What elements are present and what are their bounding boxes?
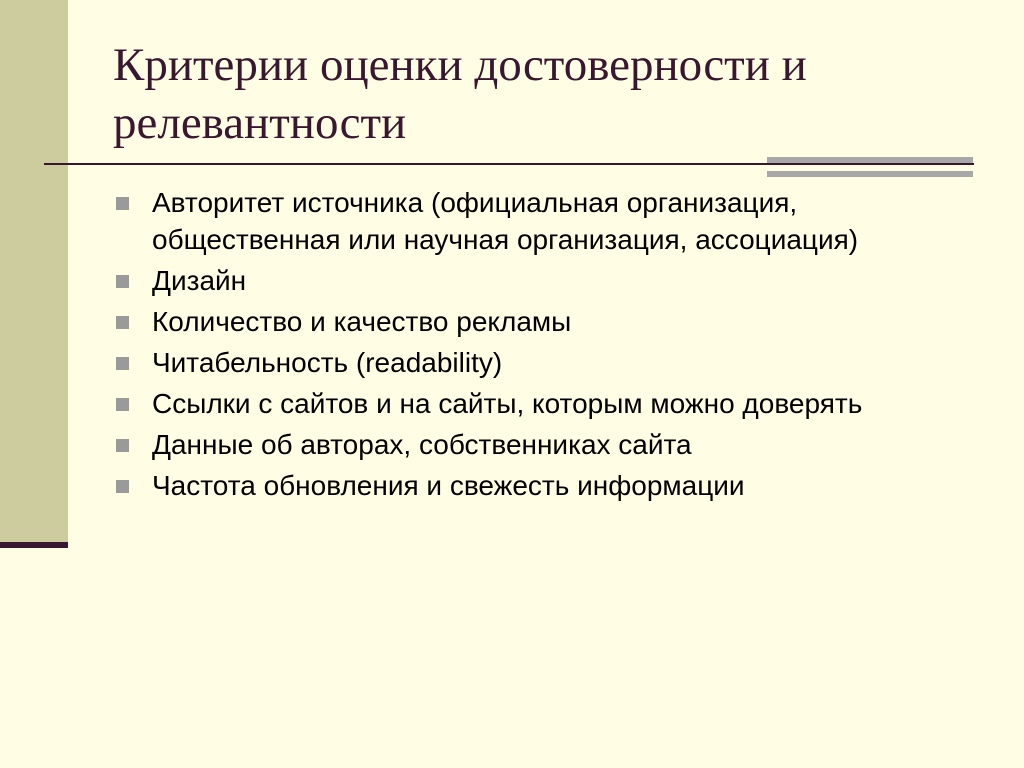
bullet-item [114, 426, 974, 463]
bullet-item [114, 344, 974, 381]
square-bullet-icon [116, 439, 129, 452]
square-bullet-icon [116, 357, 129, 370]
bullet-text: Ссылки с сайтов и на сайты, которым можно доверять [152, 388, 863, 419]
bullet-text: Дизайн [152, 265, 247, 296]
square-bullet-icon [116, 316, 129, 329]
bullet-item [114, 184, 974, 258]
bullet-item [114, 467, 974, 504]
left-decorative-band [0, 0, 68, 546]
bullet-text: Частота обновления и свежесть информации [152, 470, 745, 501]
bullet-item [114, 385, 974, 422]
square-bullet-icon [116, 398, 129, 411]
bullet-text: Данные об авторах, собственниках сайта [152, 429, 692, 460]
bullet-text: Авторитет источника (официальная организация, общественная или научная организация, ассоциация) [152, 187, 859, 255]
bullet-item [114, 262, 974, 299]
left-accent-line [0, 542, 68, 548]
square-bullet-icon [116, 197, 129, 210]
bullet-text: Количество и качество рекламы [152, 306, 572, 337]
square-bullet-icon [116, 275, 129, 288]
square-bullet-icon [116, 480, 129, 493]
accent-bars [767, 157, 973, 179]
bullet-list [114, 184, 974, 508]
accent-bar-bottom [767, 171, 973, 177]
accent-bar-top [767, 157, 973, 163]
bullet-item [114, 303, 974, 340]
bullet-text: Читабельность (readability) [152, 347, 503, 378]
slide-title: Критерии оценки достоверности и релевантности [113, 39, 807, 149]
